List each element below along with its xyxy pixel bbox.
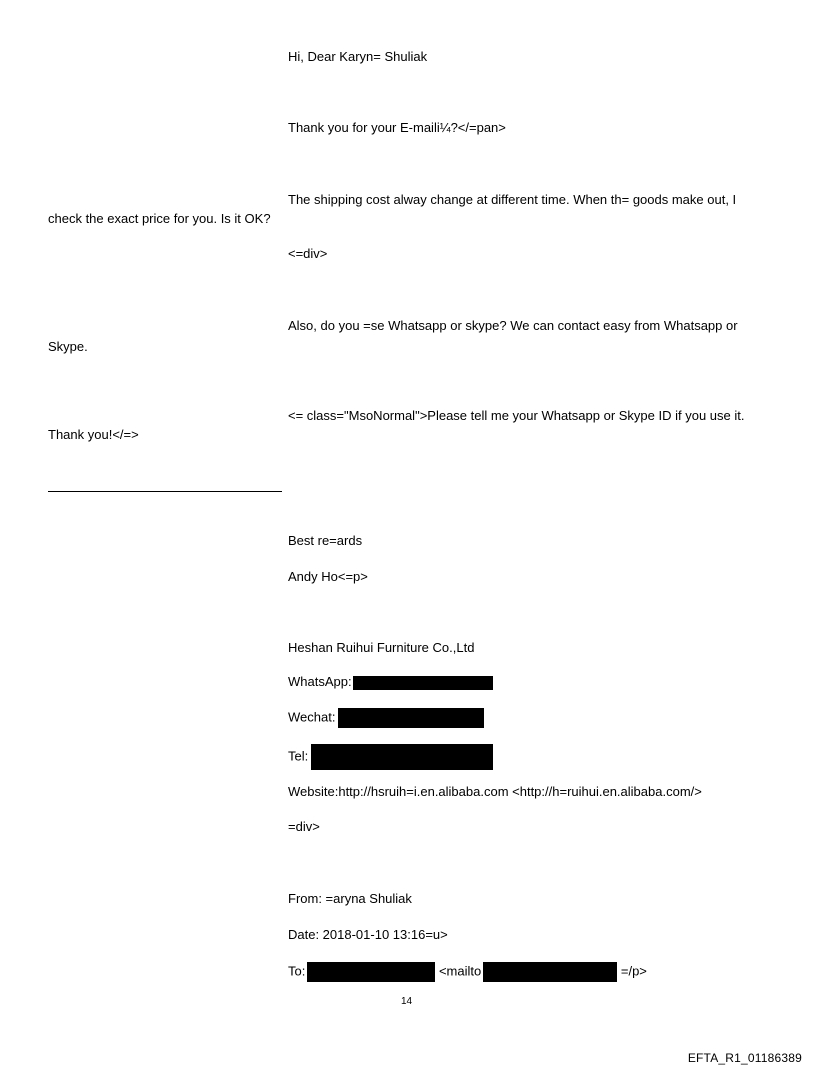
request-line-2: Thank you!</=>: [48, 427, 139, 442]
signature-tel: [288, 744, 493, 770]
signature-closing: Best re=ards: [288, 533, 363, 548]
header-date: Date: 2018-01-10 13:16=u>: [288, 927, 448, 942]
contact-line-2: Skype.: [48, 339, 88, 354]
redaction-block: [311, 744, 493, 770]
redaction-block: [353, 676, 493, 690]
separator-rule: [48, 491, 282, 492]
to-tail: =/p>: [620, 963, 647, 979]
div-tag-line-1: <=div>: [288, 246, 328, 261]
div-tag-line-2: =div>: [288, 819, 320, 834]
signature-wechat: [288, 708, 484, 728]
thanks-line: Thank you for your E-maili¼?</=pan>: [288, 120, 506, 135]
greeting-line: Hi, Dear Karyn= Shuliak: [288, 49, 428, 64]
bates-number: EFTA_R1_01186389: [687, 1051, 802, 1065]
mailto-label: <mailto: [438, 963, 482, 979]
wechat-label: Wechat:: [288, 709, 336, 725]
redaction-block: [307, 962, 435, 982]
redaction-block: [338, 708, 484, 728]
shipping-line-2: check the exact price for you. Is it OK?: [48, 211, 271, 226]
redaction-block: [483, 962, 617, 982]
request-line-1: <= class="MsoNormal">Please tell me your Whatsapp or Skype ID if you use it.: [288, 408, 745, 423]
whatsapp-label: WhatsApp:: [288, 674, 352, 689]
signature-website: Website:http://hsruih=i.en.alibaba.com <http://h=ruihui.en.alibaba.com/>: [288, 784, 702, 799]
shipping-line-1: The shipping cost alway change at different time. When th= goods make out, I: [288, 192, 737, 207]
signature-company: Heshan Ruihui Furniture Co.,Ltd: [288, 640, 475, 655]
to-label: To:: [288, 963, 306, 979]
header-to: [288, 962, 647, 982]
header-from: From: =aryna Shuliak: [288, 891, 412, 906]
signature-whatsapp: [288, 674, 493, 690]
signature-name: Andy Ho<=p>: [288, 569, 368, 584]
page-number: 14: [401, 996, 413, 1007]
tel-label: Tel:: [288, 748, 309, 764]
contact-line-1: Also, do you =se Whatsapp or skype? We can contact easy from Whatsapp or: [288, 318, 738, 333]
